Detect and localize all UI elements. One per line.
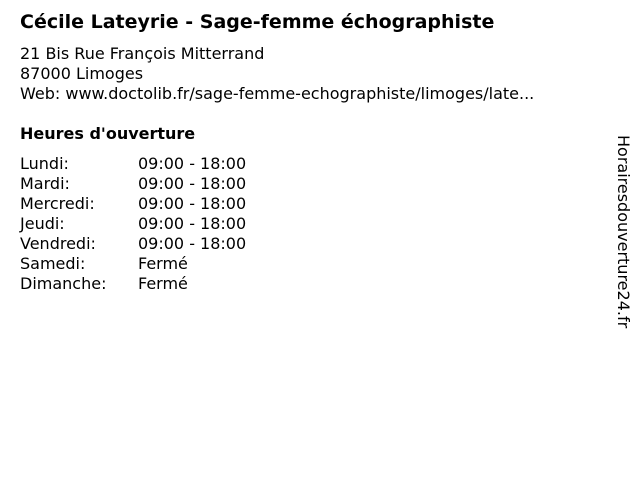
business-title: Cécile Lateyrie - Sage-femme échographiste <box>20 11 495 33</box>
day-hours: 09:00 - 18:00 <box>138 194 247 213</box>
day-hours: 09:00 - 18:00 <box>138 174 247 193</box>
day-label: Mardi: <box>20 174 70 193</box>
business-address <box>20 44 534 104</box>
day-label: Lundi: <box>20 154 69 173</box>
day-label: Samedi: <box>20 254 86 273</box>
opening-hours-heading: Heures d'ouverture <box>20 124 196 143</box>
day-label: Vendredi: <box>20 234 96 253</box>
city-postal: 87000 Limoges <box>20 64 144 83</box>
day-label: Jeudi: <box>20 214 65 233</box>
day-label: Dimanche: <box>20 274 107 293</box>
day-hours: Fermé <box>138 274 188 293</box>
street-address: 21 Bis Rue François Mitterrand <box>20 44 265 63</box>
website-line[interactable]: Web: www.doctolib.fr/sage-femme-echographiste/limoges/late... <box>20 84 535 103</box>
day-hours: 09:00 - 18:00 <box>138 154 247 173</box>
day-hours: Fermé <box>138 254 188 273</box>
site-brand-vertical: Horairesdouverture24.fr <box>614 135 633 329</box>
day-hours: 09:00 - 18:00 <box>138 234 247 253</box>
day-hours: 09:00 - 18:00 <box>138 214 247 233</box>
day-label: Mercredi: <box>20 194 95 213</box>
